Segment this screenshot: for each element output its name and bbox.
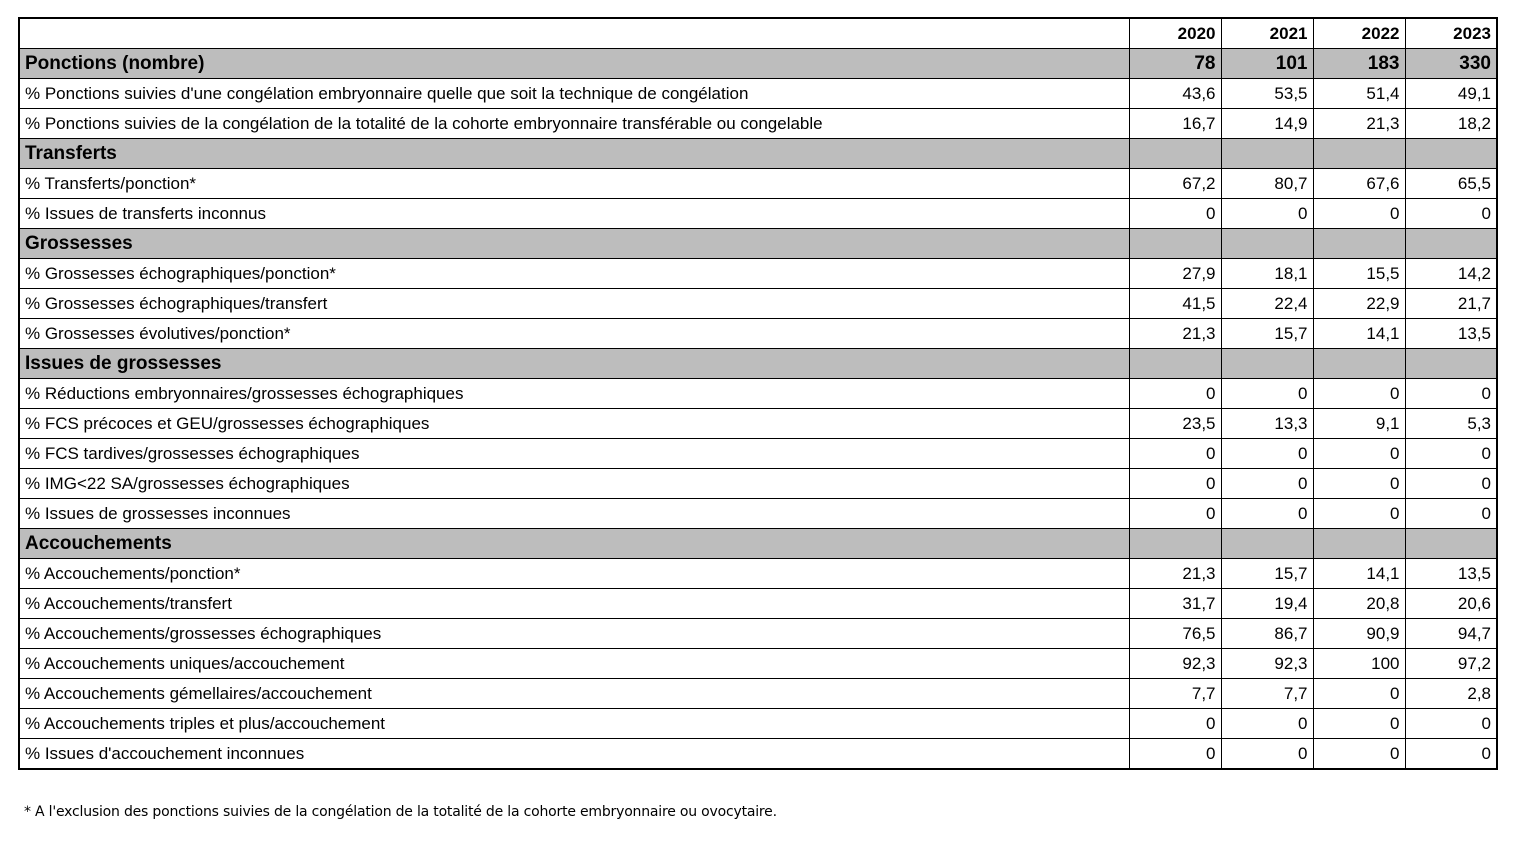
section-label: Accouchements xyxy=(19,529,1129,559)
value-cell xyxy=(1221,229,1313,259)
row-label: % Issues de transferts inconnus xyxy=(19,199,1129,229)
value-cell: 101 xyxy=(1221,49,1313,79)
value-cell xyxy=(1405,349,1497,379)
value-cell: 9,1 xyxy=(1313,409,1405,439)
table-row xyxy=(19,289,1497,319)
value-cell: 0 xyxy=(1313,679,1405,709)
row-label: % FCS précoces et GEU/grossesses échographiques xyxy=(19,409,1129,439)
table-header-row xyxy=(19,18,1497,49)
value-cell: 0 xyxy=(1313,709,1405,739)
table-row xyxy=(19,679,1497,709)
value-cell: 0 xyxy=(1405,739,1497,770)
value-cell: 183 xyxy=(1313,49,1405,79)
value-cell: 78 xyxy=(1129,49,1221,79)
section-row xyxy=(19,529,1497,559)
row-label: % Accouchements gémellaires/accouchement xyxy=(19,679,1129,709)
value-cell: 0 xyxy=(1129,439,1221,469)
value-cell: 27,9 xyxy=(1129,259,1221,289)
value-cell: 20,6 xyxy=(1405,589,1497,619)
value-cell: 0 xyxy=(1129,739,1221,770)
value-cell: 67,2 xyxy=(1129,169,1221,199)
section-label: Transferts xyxy=(19,139,1129,169)
value-cell: 18,1 xyxy=(1221,259,1313,289)
value-cell: 41,5 xyxy=(1129,289,1221,319)
value-cell: 7,7 xyxy=(1129,679,1221,709)
value-cell xyxy=(1405,229,1497,259)
value-cell: 0 xyxy=(1405,379,1497,409)
value-cell: 14,1 xyxy=(1313,559,1405,589)
value-cell: 13,5 xyxy=(1405,559,1497,589)
value-cell: 0 xyxy=(1221,199,1313,229)
value-cell: 0 xyxy=(1221,499,1313,529)
value-cell: 0 xyxy=(1313,379,1405,409)
value-cell: 0 xyxy=(1221,709,1313,739)
value-cell: 92,3 xyxy=(1129,649,1221,679)
table-row xyxy=(19,259,1497,289)
value-cell: 0 xyxy=(1405,199,1497,229)
value-cell xyxy=(1129,529,1221,559)
value-cell: 67,6 xyxy=(1313,169,1405,199)
value-cell: 0 xyxy=(1313,739,1405,770)
table-row xyxy=(19,499,1497,529)
value-cell: 23,5 xyxy=(1129,409,1221,439)
value-cell: 0 xyxy=(1129,709,1221,739)
table-row xyxy=(19,409,1497,439)
value-cell: 0 xyxy=(1129,379,1221,409)
table-row xyxy=(19,709,1497,739)
section-row xyxy=(19,349,1497,379)
value-cell: 80,7 xyxy=(1221,169,1313,199)
table-row xyxy=(19,379,1497,409)
value-cell: 15,7 xyxy=(1221,559,1313,589)
row-label: % Ponctions suivies d'une congélation embryonnaire quelle que soit la technique de congélation xyxy=(19,79,1129,109)
value-cell: 22,9 xyxy=(1313,289,1405,319)
value-cell: 94,7 xyxy=(1405,619,1497,649)
value-cell xyxy=(1221,529,1313,559)
value-cell: 14,1 xyxy=(1313,319,1405,349)
value-cell: 22,4 xyxy=(1221,289,1313,319)
value-cell: 0 xyxy=(1313,469,1405,499)
row-label: % Grossesses évolutives/ponction* xyxy=(19,319,1129,349)
value-cell: 0 xyxy=(1221,469,1313,499)
value-cell: 0 xyxy=(1129,499,1221,529)
value-cell: 100 xyxy=(1313,649,1405,679)
value-cell: 0 xyxy=(1129,469,1221,499)
row-label: % FCS tardives/grossesses échographiques xyxy=(19,439,1129,469)
value-cell: 0 xyxy=(1313,199,1405,229)
value-cell: 0 xyxy=(1405,439,1497,469)
header-year-cell: 2021 xyxy=(1221,18,1313,49)
value-cell xyxy=(1405,529,1497,559)
value-cell: 13,3 xyxy=(1221,409,1313,439)
table-row xyxy=(19,199,1497,229)
value-cell xyxy=(1129,139,1221,169)
table-row xyxy=(19,109,1497,139)
value-cell xyxy=(1313,229,1405,259)
value-cell: 0 xyxy=(1221,379,1313,409)
footnote: * A l'exclusion des ponctions suivies de la congélation de la totalité de la cohorte embryonnaire ou ovocytaire. xyxy=(24,804,777,820)
value-cell: 97,2 xyxy=(1405,649,1497,679)
value-cell: 18,2 xyxy=(1405,109,1497,139)
value-cell: 19,4 xyxy=(1221,589,1313,619)
table-row xyxy=(19,559,1497,589)
value-cell: 86,7 xyxy=(1221,619,1313,649)
value-cell xyxy=(1313,349,1405,379)
value-cell: 76,5 xyxy=(1129,619,1221,649)
header-label-cell xyxy=(19,18,1129,49)
table-row xyxy=(19,649,1497,679)
row-label: % Accouchements/transfert xyxy=(19,589,1129,619)
value-cell xyxy=(1129,229,1221,259)
value-cell: 92,3 xyxy=(1221,649,1313,679)
header-year-cell: 2023 xyxy=(1405,18,1497,49)
row-label: % Grossesses échographiques/ponction* xyxy=(19,259,1129,289)
value-cell: 15,7 xyxy=(1221,319,1313,349)
value-cell: 2,8 xyxy=(1405,679,1497,709)
table-row xyxy=(19,319,1497,349)
row-label: % Réductions embryonnaires/grossesses échographiques xyxy=(19,379,1129,409)
row-label: % Issues de grossesses inconnues xyxy=(19,499,1129,529)
row-label: % Accouchements/ponction* xyxy=(19,559,1129,589)
value-cell: 330 xyxy=(1405,49,1497,79)
value-cell xyxy=(1405,139,1497,169)
value-cell: 0 xyxy=(1221,739,1313,770)
row-label: % Issues d'accouchement inconnues xyxy=(19,739,1129,770)
table-row xyxy=(19,619,1497,649)
value-cell: 31,7 xyxy=(1129,589,1221,619)
value-cell: 20,8 xyxy=(1313,589,1405,619)
row-label: % Accouchements triples et plus/accouchement xyxy=(19,709,1129,739)
value-cell: 5,3 xyxy=(1405,409,1497,439)
value-cell: 0 xyxy=(1313,499,1405,529)
value-cell: 0 xyxy=(1405,499,1497,529)
results-table-body xyxy=(19,18,1497,769)
value-cell: 0 xyxy=(1129,199,1221,229)
table-row xyxy=(19,469,1497,499)
value-cell: 13,5 xyxy=(1405,319,1497,349)
table-row xyxy=(19,169,1497,199)
value-cell: 21,3 xyxy=(1313,109,1405,139)
value-cell: 14,9 xyxy=(1221,109,1313,139)
value-cell xyxy=(1313,529,1405,559)
table-row xyxy=(19,739,1497,770)
value-cell: 21,3 xyxy=(1129,559,1221,589)
value-cell: 14,2 xyxy=(1405,259,1497,289)
section-label: Issues de grossesses xyxy=(19,349,1129,379)
section-row xyxy=(19,139,1497,169)
section-label: Grossesses xyxy=(19,229,1129,259)
value-cell: 7,7 xyxy=(1221,679,1313,709)
row-label: % Accouchements/grossesses échographiques xyxy=(19,619,1129,649)
value-cell xyxy=(1313,139,1405,169)
value-cell: 53,5 xyxy=(1221,79,1313,109)
value-cell: 16,7 xyxy=(1129,109,1221,139)
section-row xyxy=(19,229,1497,259)
results-table xyxy=(18,17,1498,770)
header-year-cell: 2022 xyxy=(1313,18,1405,49)
value-cell xyxy=(1129,349,1221,379)
row-label: % Accouchements uniques/accouchement xyxy=(19,649,1129,679)
value-cell: 15,5 xyxy=(1313,259,1405,289)
row-label: % Grossesses échographiques/transfert xyxy=(19,289,1129,319)
header-year-cell: 2020 xyxy=(1129,18,1221,49)
value-cell: 49,1 xyxy=(1405,79,1497,109)
value-cell: 65,5 xyxy=(1405,169,1497,199)
value-cell: 21,3 xyxy=(1129,319,1221,349)
row-label: % Ponctions suivies de la congélation de la totalité de la cohorte embryonnaire transférable ou congelable xyxy=(19,109,1129,139)
value-cell: 0 xyxy=(1405,709,1497,739)
section-row xyxy=(19,49,1497,79)
value-cell: 51,4 xyxy=(1313,79,1405,109)
row-label: % IMG<22 SA/grossesses échographiques xyxy=(19,469,1129,499)
row-label: % Transferts/ponction* xyxy=(19,169,1129,199)
value-cell xyxy=(1221,139,1313,169)
value-cell: 0 xyxy=(1313,439,1405,469)
value-cell: 43,6 xyxy=(1129,79,1221,109)
section-label: Ponctions (nombre) xyxy=(19,49,1129,79)
value-cell: 0 xyxy=(1405,469,1497,499)
value-cell: 21,7 xyxy=(1405,289,1497,319)
value-cell xyxy=(1221,349,1313,379)
table-row xyxy=(19,439,1497,469)
table-row xyxy=(19,589,1497,619)
value-cell: 90,9 xyxy=(1313,619,1405,649)
value-cell: 0 xyxy=(1221,439,1313,469)
table-row xyxy=(19,79,1497,109)
